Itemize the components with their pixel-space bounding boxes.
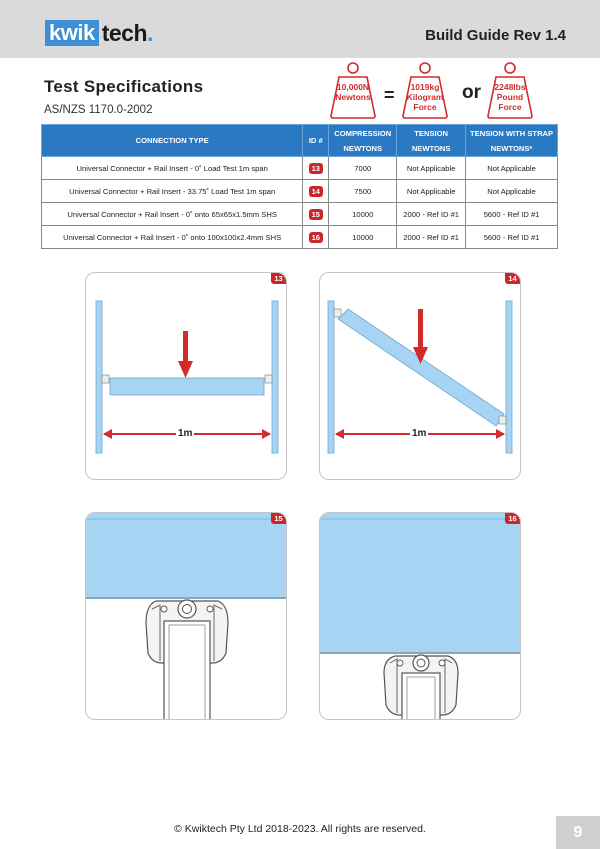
table-row (42, 180, 558, 203)
weight-unit: Newtons (335, 92, 371, 102)
cell-id (303, 226, 329, 249)
figure-15-shs-65 (85, 512, 287, 720)
cell-compression: 7000 (329, 157, 397, 180)
figure-16-shs-100 (319, 512, 521, 720)
cell-id (303, 180, 329, 203)
right-post (272, 301, 278, 453)
id-badge: 16 (309, 232, 323, 243)
horizontal-rail (110, 378, 264, 395)
id-badge: 13 (309, 163, 323, 174)
cell-compression: 7500 (329, 180, 397, 203)
cell-tension-strap: 5600 - Ref ID #1 (466, 226, 558, 249)
weight-value: 1019kg (410, 82, 440, 92)
guide-title: Build Guide Rev 1.4 (425, 27, 566, 44)
weight-newtons (325, 60, 381, 120)
weight-unit: Kilogram (406, 92, 444, 102)
page-number: 9 (556, 816, 600, 849)
span-label: 1m (412, 428, 427, 439)
cell-connection-type: Universal Connector + Rail Insert - 0˚ onto 100x100x2.4mm SHS (42, 226, 303, 249)
table-header-row (42, 125, 558, 157)
header-tension-unit: NEWTONS (411, 143, 451, 153)
shs-section (320, 513, 521, 653)
header-compression (329, 125, 397, 157)
figure-badge: 13 (271, 273, 286, 284)
logo-dot: . (147, 19, 154, 46)
cell-tension: Not Applicable (397, 157, 466, 180)
header-compression-label: COMPRESSION (334, 128, 392, 138)
table-row (42, 203, 558, 226)
weight-pounds (482, 60, 538, 120)
header-tension-label: TENSION (414, 128, 449, 138)
cell-compression: 10000 (329, 226, 397, 249)
cell-id (303, 203, 329, 226)
figure-badge: 14 (505, 273, 520, 284)
header-tension-strap (466, 125, 558, 157)
left-post (328, 301, 334, 453)
cell-tension-strap: Not Applicable (466, 180, 558, 203)
id-badge: 15 (309, 209, 323, 220)
or-text: or (462, 82, 481, 103)
left-post (96, 301, 102, 453)
cell-connection-type: Universal Connector + Rail Insert - 33.75˚ Load Test 1m span (42, 180, 303, 203)
cell-compression: 10000 (329, 203, 397, 226)
span-label: 1m (178, 428, 193, 439)
load-arrow (178, 331, 193, 378)
header-strap-label: TENSION WITH STRAP (470, 128, 554, 138)
weight-value: 10,000N (336, 82, 370, 92)
weight-value: 2248lbs (494, 82, 526, 92)
cell-tension-strap: 5600 - Ref ID #1 (466, 203, 558, 226)
cell-tension-strap: Not Applicable (466, 157, 558, 180)
shs-section (86, 513, 287, 598)
cell-connection-type: Universal Connector + Rail Insert - 0˚ Load Test 1m span (42, 157, 303, 180)
cell-connection-type: Universal Connector + Rail Insert - 0˚ onto 65x65x1.5mm SHS (42, 203, 303, 226)
standard-reference: AS/NZS 1170.0-2002 (44, 104, 153, 116)
weight-unit: Pound (496, 92, 524, 102)
header-compression-unit: NEWTONS (343, 143, 383, 153)
connector-drawing (384, 655, 458, 720)
figure-13-horizontal-load-test (85, 272, 287, 480)
connector-drawing (146, 600, 228, 720)
weight-kilogram (397, 60, 453, 120)
page-header (0, 0, 600, 58)
header-tension (397, 125, 466, 157)
spec-table (41, 124, 558, 249)
weight-unit-2: Force (413, 102, 437, 112)
header-strap-unit: NEWTONS* (490, 143, 533, 153)
cell-tension: Not Applicable (397, 180, 466, 203)
logo-kwik: kwik (45, 20, 99, 46)
right-connector (265, 375, 272, 383)
header-id: ID # (303, 125, 329, 157)
figure-badge: 15 (271, 513, 286, 524)
left-connector (102, 375, 109, 383)
figure-badge: 16 (505, 513, 520, 524)
logo-tech: tech (101, 19, 147, 46)
id-badge: 14 (309, 186, 323, 197)
cell-tension: 2000 - Ref ID #1 (397, 203, 466, 226)
cell-tension: 2000 - Ref ID #1 (397, 226, 466, 249)
kwiktech-logo (45, 20, 153, 46)
page-title: Test Specifications (44, 77, 204, 96)
header-connection-type: CONNECTION TYPE (42, 125, 303, 157)
right-post (506, 301, 512, 453)
cell-id (303, 157, 329, 180)
weight-unit-2: Force (498, 102, 522, 112)
footer-copyright: © Kwiktech Pty Ltd 2018-2023. All rights are reserved. (174, 823, 426, 835)
table-row (42, 157, 558, 180)
equals-sign: = (384, 85, 395, 105)
right-connector (499, 416, 506, 424)
table-row (42, 226, 558, 249)
figure-14-angled-load-test (319, 272, 521, 480)
left-connector (334, 309, 341, 317)
